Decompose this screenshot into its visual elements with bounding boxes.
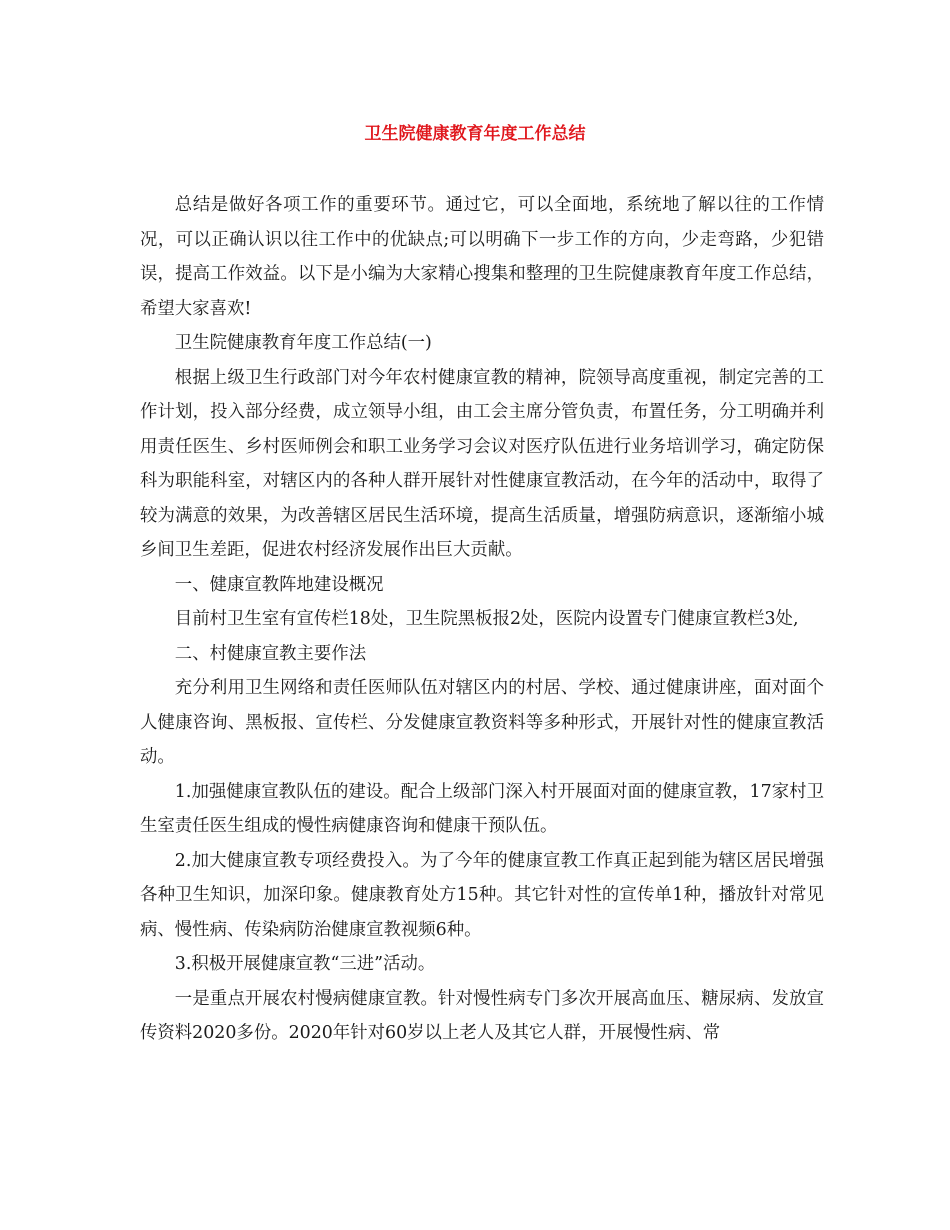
document-body (140, 188, 824, 1051)
document-title: 卫生院健康教育年度工作总结 (364, 124, 586, 144)
paragraph-chronic-disease: 一是重点开展农村慢病健康宣教。针对慢性病专门多次开展高血压、糖尿病、发放宣传资料2020多份。2020年针对60岁以上老人及其它人群，开展慢性病、常 (140, 988, 824, 1043)
paragraph-section-2: 充分利用卫生网络和责任医师队伍对辖区内的村居、学校、通过健康讲座，面对面个人健康咨询、黑板报、宣传栏、分发健康宣教资料等多种形式，开展针对性的健康宣教活动。 (140, 678, 824, 767)
list-item-1: 1.加强健康宣教队伍的建设。配合上级部门深入村开展面对面的健康宣教，17家村卫生室责任医生组成的慢性病健康咨询和健康干预队伍。 (140, 781, 824, 836)
paragraph-subtitle: 卫生院健康教育年度工作总结(一) (174, 333, 432, 353)
paragraph-background: 根据上级卫生行政部门对今年农村健康宣教的精神，院领导高度重视，制定完善的工作计划，投入部分经费，成立领导小组，由工会主席分管负责，布置任务，分工明确并利用责任医生、乡村医师例会和职工业务学习会议对医疗队伍进行业务培训学习，确定防保科为职能科室，对辖区内的各种人群开展针对性健康宣教活动，在今年的活动中，取得了较为满意的效果，为改善辖区居民生活环境，提高生活质量，增强防病意识，逐渐缩小城乡间卫生差距，促进农村经济发展作出巨大贡献。 (140, 367, 824, 560)
list-item-3: 3.积极开展健康宣教“三进”活动。 (174, 954, 436, 974)
section-heading-2: 二、村健康宣教主要作法 (174, 643, 367, 664)
paragraph-intro: 总结是做好各项工作的重要环节。通过它，可以全面地，系统地了解以往的工作情况，可以正确认识以往工作中的优缺点;可以明确下一步工作的方向，少走弯路，少犯错误，提高工作效益。以下是小编为大家精心搜集和整理的卫生院健康教育年度工作总结，希望大家喜欢! (140, 195, 824, 319)
list-item-2: 2.加大健康宣教专项经费投入。为了今年的健康宣教工作真正起到能为辖区居民增强各种卫生知识，加深印象。健康教育处方15种。其它针对性的宣传单1种，播放针对常见病、慢性病、传染病防治健康宣教视频6种。 (140, 850, 824, 940)
section-heading-1: 一、健康宣教阵地建设概况 (174, 574, 384, 595)
paragraph-section-1: 目前村卫生室有宣传栏18处，卫生院黑板报2处，医院内设置专门健康宣教栏3处, (174, 609, 799, 629)
